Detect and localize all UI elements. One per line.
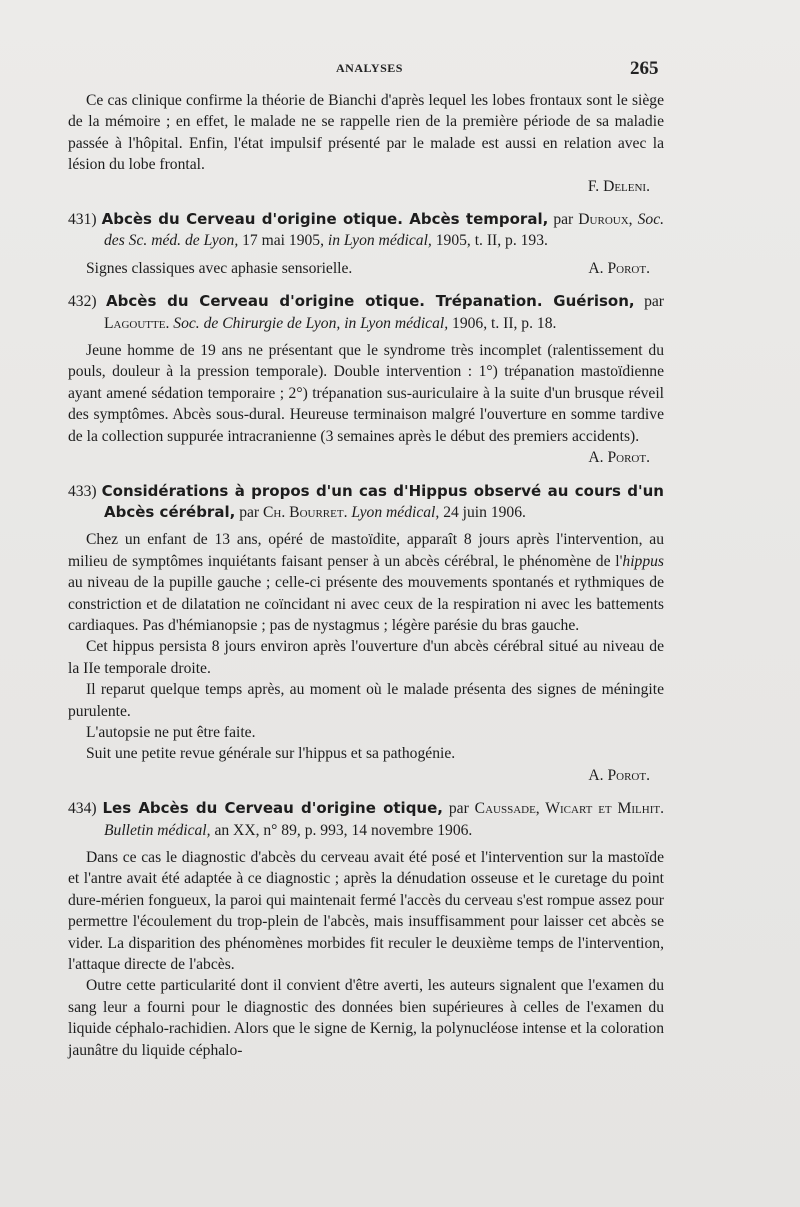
entry-paragraph-5: Suit une petite revue générale sur l'hippus et sa pathogénie. — [86, 745, 456, 763]
entry-paragraph-1 — [68, 529, 664, 636]
entry-reference: an XX, n° 89, p. 993, 14 novembre 1906. — [214, 821, 473, 839]
hippus-term: hippus — [622, 552, 664, 570]
entry-author: Duroux, — [578, 211, 633, 229]
entry-433-heading — [68, 481, 664, 524]
entry-paragraph: Jeune homme de 19 ans ne présentant que le syndrome très incomplet (ralentissement du pouls, douleur à la pression temporale). Double intervention : 1°) trépanation mastoïdienne ayant amené sédation temporaire ; 2°) trépanation sus-auriculaire à la suite d'un brusque réveil des symptômes. Abcès sous-dural. Heureuse terminaison malgré l'ouverture en somme tardive de la collection suppurée intracranienne (3 semaines après le début des premiers accidents). — [68, 342, 664, 445]
entry-title: Abcès du Cerveau d'origine otique. Abcès temporal, — [101, 210, 549, 229]
entry-title: Considérations à propos d'un cas d'Hippus observé au cours d'un Abcès cérébral, — [101, 481, 664, 521]
entry-number: 432) — [68, 293, 97, 311]
entry-number: 434) — [68, 800, 97, 818]
entry-434-heading — [68, 798, 664, 841]
entry-signature: A. Porot. — [588, 259, 650, 277]
entry-434 — [68, 798, 664, 1061]
entry-date: 17 mai 1905, — [242, 232, 324, 250]
entry-title: Les Abcès du Cerveau d'origine otique, — [102, 799, 443, 818]
paragraph-text: Chez un enfant de 13 ans, opéré de mastoïdite, apparaît 8 jours après l'intervention, au milieu de symptômes inquiétants faisant penser à un abcès cérébral, le phénomène de l' — [68, 531, 664, 570]
entry-432 — [68, 291, 664, 468]
entry-signature: A. Porot. — [588, 766, 650, 784]
entry-par: par — [239, 503, 260, 521]
entry-paragraph-2: Outre cette particularité dont il convient d'être averti, les auteurs signalent que l'examen du sang leur a fourni pour le diagnostic des données bien supérieures à celles de l'examen du liquide céphalo-rachidien. Alors que le signe de Kernig, la polynucléose intense et la coloration jaunâtre du liquide céphalo- — [68, 977, 664, 1059]
entry-signature: A. Porot. — [588, 449, 650, 467]
entry-number: 431) — [68, 211, 97, 229]
page-number: 265 — [630, 58, 659, 79]
entry-431 — [68, 209, 664, 279]
entry-paragraph-2: Cet hippus persista 8 jours environ après l'ouverture d'un abcès cérébral situé au niveau de la IIe temporale droite. — [68, 638, 664, 677]
entry-authors: Caussade, Wicart et Milhit. — [474, 800, 664, 818]
paragraph-text: au niveau de la pupille gauche ; celle-ci présente des mouvements spontanés et rythmiques de constriction et de dilatation ne coïncidant ni avec ceux de la respiration ni avec les battements cardiaques. Pas d'hémianopsie ; pas de nystagmus ; légère parésie du bras gauche. — [68, 574, 664, 634]
entry-journal: Bulletin médical, — [104, 821, 211, 839]
entry-reference: 1906, t. II, p. 18. — [452, 314, 557, 332]
entry-paragraph-4: L'autopsie ne put être faite. — [86, 723, 256, 741]
intro-signature: F. Deleni. — [587, 177, 650, 195]
entry-reference: 1905, t. II, p. 193. — [435, 232, 548, 250]
intro-paragraph: Ce cas clinique confirme la théorie de Bianchi d'après lequel les lobes frontaux sont le siège de la mémoire ; en effet, le malade ne se rappelle rien de la première période de sa maladie passée à l'hôpital. Enfin, l'état impulsif présenté par le malade est aussi en relation avec la lésion du lobe frontal. — [68, 92, 664, 174]
entry-431-heading — [68, 209, 664, 252]
entry-date: 24 juin 1906. — [443, 503, 526, 521]
body-text — [68, 90, 664, 1061]
entry-journal: Soc. des Sc. méd. de Lyon, — [104, 211, 665, 250]
entry-journal: Lyon médical, — [351, 503, 440, 521]
entry-author: Ch. Bourret. — [263, 503, 348, 521]
entry-par: par — [553, 211, 574, 229]
entry-paragraph-3: Il reparut quelque temps après, au moment où le malade présenta des signes de méningite purulente. — [68, 681, 664, 720]
entry-431-summary-line — [68, 258, 664, 279]
entry-433 — [68, 481, 664, 787]
entry-summary: Signes classiques avec aphasie sensorielle. — [86, 259, 353, 277]
running-title: ANALYSES — [336, 61, 403, 75]
entry-par: par — [448, 800, 469, 818]
entry-journal-2: in Lyon médical, — [344, 314, 449, 332]
entry-paragraph-1: Dans ce cas le diagnostic d'abcès du cerveau avait été posé et l'intervention sur la mastoïde et l'antre avait été adaptée à ce diagnostic ; après la dénudation osseuse et le curetage du point dure-mérien fongueux, la paroi qui maintenait fermé l'accès du cerveau s'est rompue assez pour permettre l'écoulement du trop-plein de l'abcès, mais insuffisamment pour laisser cet abcès se vider. La disparition des phénomènes morbides fit reculer le deuxième temps de l'intervention, l'attaque directe de l'abcès. — [68, 849, 664, 974]
entry-journal: Soc. de Chirurgie de Lyon, — [173, 314, 341, 332]
entry-432-heading — [68, 291, 664, 334]
entry-par: par — [644, 293, 664, 311]
entry-number: 433) — [68, 482, 97, 500]
entry-title: Abcès du Cerveau d'origine otique. Trépanation. Guérison, — [106, 292, 635, 311]
entry-author: Lagoutte. — [104, 314, 170, 332]
page-header — [0, 58, 800, 82]
entry-journal-2: in Lyon médical, — [327, 232, 432, 250]
